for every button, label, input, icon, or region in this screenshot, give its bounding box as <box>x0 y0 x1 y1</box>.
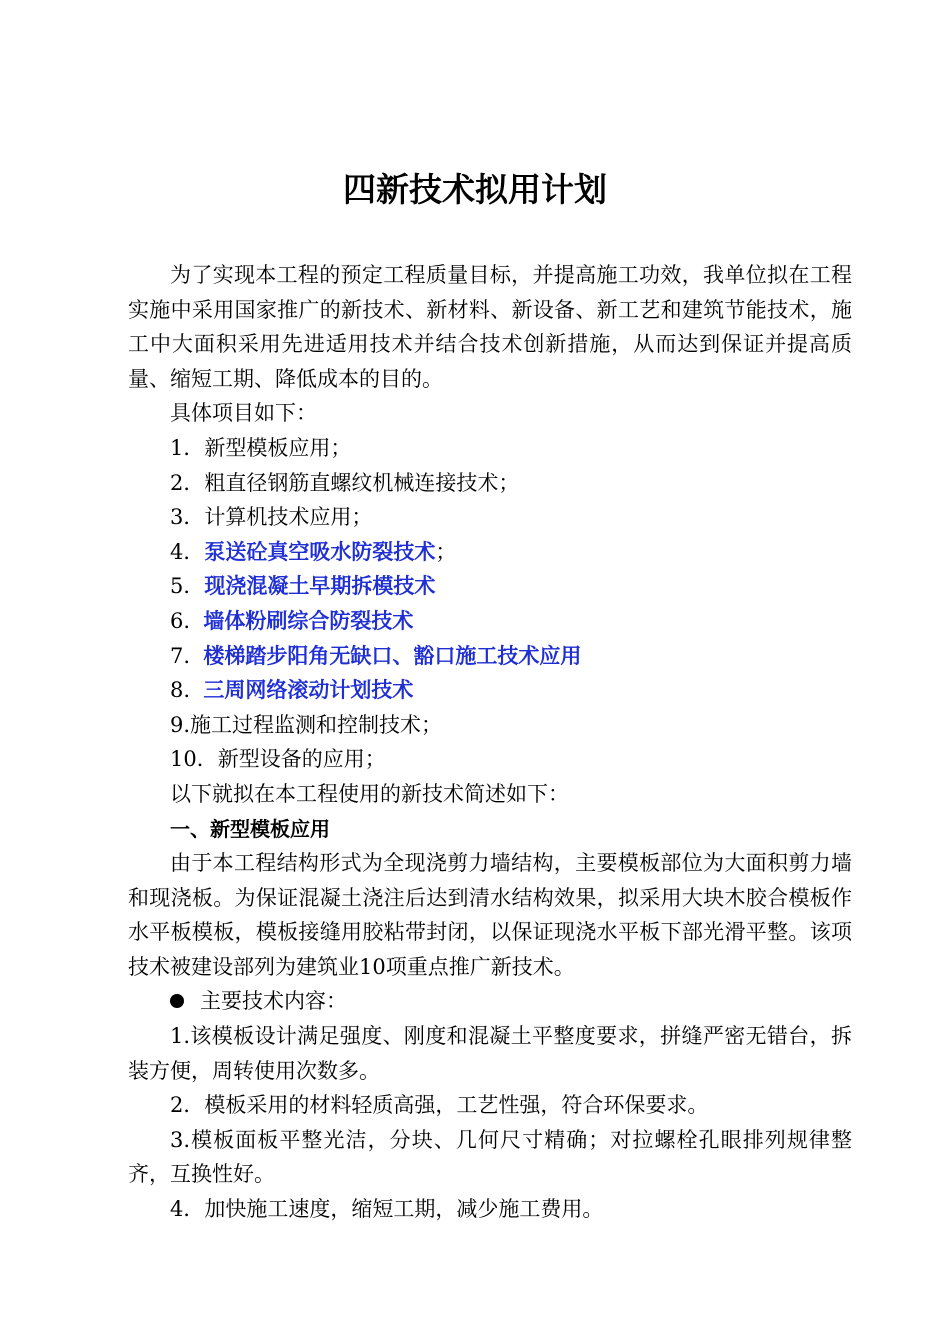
page-title: 四新技术拟用计划 <box>343 170 607 209</box>
list-item <box>128 639 852 674</box>
technology-list <box>128 431 852 777</box>
list-item-text: 新型设备的应用； <box>217 747 386 772</box>
points-list <box>128 1019 852 1227</box>
list-item-text: 新型模板应用； <box>204 435 352 460</box>
list-item <box>128 742 852 777</box>
bullet-icon <box>170 994 184 1008</box>
summary-intro: 以下就拟在本工程使用的新技术简述如下： <box>170 781 569 806</box>
list-item-number: 9. <box>170 712 191 737</box>
bullet-text: 主要技术内容： <box>200 989 347 1014</box>
list-item <box>128 500 852 535</box>
technical-point: 4．加快施工速度，缩短工期，减少施工费用。 <box>170 1197 604 1222</box>
list-item-text: 楼梯踏步阳角无缺口、豁口施工技术应用 <box>203 642 582 668</box>
list-item <box>128 466 852 501</box>
list-item-number: 6. <box>170 608 204 633</box>
list-intro: 具体项目如下： <box>170 401 317 426</box>
section-heading: 一、新型模板应用 <box>170 816 330 841</box>
list-item-number: 7. <box>170 643 204 668</box>
list-item-text: 粗直径钢筋直螺纹机械连接技术； <box>204 470 520 495</box>
technical-point: 3.模板面板平整光洁，分块、几何尺寸精确；对拉螺栓孔眼排列规律整齐，互换性好。 <box>128 1127 852 1187</box>
technical-point: 2．模板采用的材料轻质高强，工艺性强，符合环保要求。 <box>170 1093 709 1118</box>
list-item-number: 5． <box>170 574 205 599</box>
list-item-number: 4． <box>170 539 205 564</box>
list-item-suffix: ； <box>435 539 457 564</box>
list-item <box>128 535 852 570</box>
list-item <box>128 569 852 604</box>
list-item-text: 计算机技术应用； <box>204 505 373 530</box>
intro-paragraph: 为了实现本工程的预定工程质量目标，并提高施工功效，我单位拟在工程实施中采用国家推广的新技术、新材料、新设备、新工艺和建筑节能技术，施工中大面积采用先进适用技术并结合技术创新措施，从而达到保证并提高质量、缩短工期、降低成本的目的。 <box>128 263 852 391</box>
list-item-text: 墙体粉刷综合防裂技术 <box>203 607 414 633</box>
list-item-number: 2． <box>170 470 205 495</box>
list-item-number: 10． <box>170 747 218 772</box>
section-paragraph: 由于本工程结构形式为全现浇剪力墙结构，主要模板部位为大面积剪力墙和现浇板。为保证混凝土浇注后达到清水结构效果，拟采用大块木胶合模板作水平板模板，模板接缝用胶粘带封闭，以保证现浇水平板下部光滑平整。该项技术被建设部列为建筑业10项重点推广新技术。 <box>128 851 852 979</box>
list-item-text: 三周网络滚动计划技术 <box>203 677 414 703</box>
list-item <box>128 673 852 708</box>
list-item-text: 现浇混凝土早期拆模技术 <box>204 573 436 599</box>
list-item <box>128 431 852 466</box>
list-item <box>128 604 852 639</box>
list-item-number: 8. <box>170 678 204 703</box>
list-item-text: 施工过程监测和控制技术； <box>190 712 443 737</box>
list-item-text: 泵送砼真空吸水防裂技术 <box>204 538 436 564</box>
document-body <box>128 258 852 1227</box>
technical-point: 1.该模板设计满足强度、刚度和混凝土平整度要求，拼缝严密无错台，拆装方便，周转使用次数多。 <box>128 1024 852 1083</box>
bullet-item <box>128 984 852 1019</box>
list-item-number: 3． <box>170 505 205 530</box>
list-item-number: 1． <box>170 435 205 460</box>
list-item <box>128 708 852 743</box>
